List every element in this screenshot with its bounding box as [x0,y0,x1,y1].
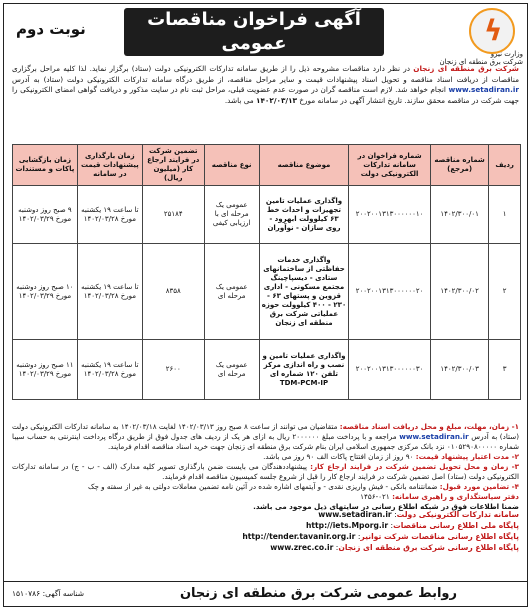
notice-footer [4,581,527,606]
subject-text: واگذاری عملیات تامین و نصب و راه اندازی مرکز تلفن ۱۲۰ شماره ای [262,351,346,378]
intro-text-2: انجام خواهد شد. لازم است مناقصه گران در صورت عدم عضویت قبلی، مراحل ثبت نام در سایت مذکور و دریافت گواهی امضای الکترونیکی را جهت شرکت در مناقصه محقق سازند. [12,85,519,105]
notice-header [4,4,527,66]
note-1-link[interactable]: www.setadiran.ir [399,432,469,441]
cell-type: عمومی یک مرحله ای [204,340,259,400]
col-header-subject: موضوع مناقصه [259,145,349,186]
cell-opening-time: ۹ صبح روز دوشنبه مورخ ۱۴۰۲/۰۳/۲۹ [13,186,78,244]
col-header-setad-number: شماره فراخوان در سامانه تدارکات الکترونیکی دولت [349,145,431,186]
website-item: پایگاه ملی اطلاع رسانی مناقصات: http://iets.Mporg.ir [306,521,519,530]
website-item: سامانه تدارکات الکترونیکی دولت: www.setadiran.ir [318,510,519,519]
note-4-text: ضمانتنامه بانکی - فیش واریزی نقدی - و آیتمهای اشاره شده در آئین نامه تضمین معاملات دولتی به غیر از سفته و چک [87,482,440,491]
cell-subject [259,340,349,400]
note-2-text: ۹۰ روز از زمان افتتاح پاکات الف ۹۰ روز می باشد. [263,452,416,461]
tender-notice-page [3,3,528,607]
company-logo [469,8,515,54]
table-header-row [13,145,521,186]
intro-paragraph [12,64,519,106]
note-5-label: دفتر سیاستگذاری و راهبری سامانه: [392,492,519,501]
cell-subject: واگذاری عملیات تامین تجهیزات و احداث خط ۶۳ کیلوولت ابهرود - روی سازان - نوآوران [259,186,349,244]
notice-title: آگهی فراخوان مناقصات عمومی [124,8,384,56]
website-label: پایگاه ملی اطلاع رسانی مناقصات [393,521,519,530]
cell-upload-time: تا ساعت ۱۹ یکشنبه مورخ ۱۴۰۲/۰۳/۲۸ [77,186,142,244]
note-1-text-2: مراجعه و با پرداخت مبلغ ۲۰۰۰۰۰۰ ریال به ازای هر یک از ردیف های جدول فوق از طریق درگاه پرداخت اینترنتی به حساب سیبا شماره ۰۱۰۵۲۹۰۸۰۰۰۰۰ نزد بانک مرکزی جمهوری اسلامی ایران بنام شرکت برق منطقه ای زنجان جهت خرید اسناد مناقصه اقدام فرمایند. [12,432,519,451]
note-3 [12,462,519,482]
cell-setad-number: ۲۰۰۲۰۰۱۳۱۳۰۰۰۰۰۰۲۰ [349,244,431,340]
cell-upload-time: تا ساعت ۱۹ یکشنبه مورخ ۱۴۰۲/۰۳/۲۸ [77,244,142,340]
note-1-text: متقاضیان می توانند از ساعت ۸ صبح روز ۱۴۰۲/۰۳/۱۳ لغایت ۱۴۰۲/۰۳/۱۸ به سامانه تدارکات الکترونیکی دولت (ستاد) به آدرس [12,422,520,441]
tenders-table [12,144,521,400]
col-header-guarantee: تضمین شرکت در فرایند ارجاع کار (میلیون ریال) [142,145,204,186]
cell-row-number: ۱ [489,186,521,244]
col-header-type: نوع مناقصه [204,145,259,186]
ministry-name: وزارت نیرو [490,50,523,58]
cell-reference: ۱۴۰۲/۳۰۰/۰۳ [430,340,489,400]
cell-opening-time: ۱۰ صبح روز دوشنبه مورخ ۱۴۰۲/۰۳/۲۹ [13,244,78,340]
cell-guarantee: ۲۵۱۸۴ [142,186,204,244]
cell-opening-time: ۱۱ صبح روز دوشنبه مورخ ۱۴۰۲/۰۳/۲۹ [13,340,78,400]
table-row [13,244,521,340]
note-4-label: ۴- تضامین مورد قبول: [439,482,519,491]
cell-guarantee: ۲۶۰۰ [142,340,204,400]
footer-title: روابط عمومی شرکت برق منطقه ای زنجان [179,586,457,601]
website-url[interactable]: www.zrec.co.ir [270,543,334,552]
note-6: ضمنا اطلاعات فوق در شبکه اطلاع رسانی در سایتهای ذیل موجود می باشد. [253,502,519,511]
website-url[interactable]: www.setadiran.ir [318,510,392,519]
publish-date: ۱۴۰۲/۰۳/۱۳ [256,95,297,105]
note-1 [12,422,519,452]
turn-label: نوبت دوم [16,20,86,38]
lightning-bolt-icon: ϟ [484,14,503,47]
intro-text-1: در نظر دارد مناقصات مشروحه ذیل را از طریق سامانه تدارکات الکترونیکی دولت (ستاد) برگزار نماید. لذا کلیه مراحل برگزاری مناقصات از دریافت اسناد مناقصه و تحویل اسناد پیشنهادات قیمت و سایر مراحل مناقصه، از طریق درگاه سامانه تدارکات الکترونیکی دولت (ستاد) به آدرس [12,64,519,84]
cell-setad-number: ۲۰۰۲۰۰۱۳۱۳۰۰۰۰۰۰۱۰ [349,186,431,244]
website-item: پایگاه اطلاع رسانی شرکت برق منطقه ای زنجان: www.zrec.co.ir [270,543,519,552]
website-url[interactable]: http://iets.Mporg.ir [306,521,389,530]
col-header-reference: شماره مناقصه (مرجع) [430,145,489,186]
cell-type: عمومی یک مرحله ای با ارزیابی کیفی [204,186,259,244]
col-header-opening-time: زمان بازگشایی پاکات و مستندات [13,145,78,186]
website-label: سامانه تدارکات الکترونیکی دولت [396,510,519,519]
setad-link[interactable]: www.setadiran.ir [448,85,519,94]
cell-subject: واگذاری خدمات حفاظتی از ساختمانهای ستادی - دیسپاچینگ مجتمع مسکونی - اداری قزوین و پستهای ۶۳ - ۲۳۰ - ۴۰۰ کیلوولت حوزه عملیاتی شرکت برق منطقه ای زنجان [259,244,349,340]
note-3-label: ۳- زمان و محل تحویل تضمین شرکت در فرایند ارجاع کار: [310,462,519,471]
cell-upload-time: تا ساعت ۱۹ یکشنبه مورخ ۱۴۰۲/۰۳/۲۸ [77,340,142,400]
cell-type: عمومی یک مرحله ای [204,244,259,340]
note-1-label: ۱- زمان، مهلت، مبلغ و محل دریافت اسناد مناقصه: [339,422,519,431]
websites-list [12,509,519,553]
website-label: پایگاه اطلاع رسانی مناقصات شرکت توانیر [360,532,519,541]
website-item: پایگاه اطلاع رسانی مناقصات شرکت توانیر: http://tender.tavanir.org.ir [242,532,519,541]
note-3-text: پیشنهاددهندگان می بایست ضمن بارگذاری تصویر کلیه مدارک (الف - ب - ج) در سامانه تدارکات الکترونیکی دولت (ستاد) اصل تضمین شرکت در فرایند ارجاع کار را قبل از شروع جلسه کمیسیون مناقصه اقدام فرمایند. [12,462,519,481]
intro-text-3: تاریخ انتشار آگهی در سامانه مورخ [296,95,402,105]
cell-row-number: ۲ [489,244,521,340]
note-5 [12,492,519,502]
col-header-row-number: ردیف [489,145,521,186]
cell-reference: ۱۴۰۲/۳۰۰/۰۱ [430,186,489,244]
cell-row-number: ۳ [489,340,521,400]
subject-code: TDM-PCM-IP [279,378,329,387]
intro-lead: شرکت برق منطقه ای زنجان [413,64,519,73]
website-label: پایگاه اطلاع رسانی شرکت برق منطقه ای زنجان [338,543,519,552]
cell-setad-number: ۲۰۰۲۰۰۱۳۱۳۰۰۰۰۰۰۳۰ [349,340,431,400]
note-5-text: ۰۲۱-۱۴۵۶ [360,492,393,501]
table-row [13,340,521,400]
intro-text-4: می باشد. [224,95,257,105]
note-2-label: ۲- مدت اعتبار پیشنهاد قیمت: [415,452,519,461]
website-url[interactable]: http://tender.tavanir.org.ir [242,532,356,541]
cell-reference: ۱۴۰۲/۳۰۰/۰۲ [430,244,489,340]
company-name: شرکت برق منطقه ای زنجان [439,58,523,66]
notice-id: شناسه آگهی: ۱۵۱۰۷۸۶ [12,589,84,598]
table-row [13,186,521,244]
cell-guarantee: ۸۳۵۸ [142,244,204,340]
note-2 [12,452,519,462]
conditions-section [12,422,519,512]
col-header-upload-time: زمان بارگذاری پیشنهادات قیمت در سامانه [77,145,142,186]
note-4 [12,482,519,492]
